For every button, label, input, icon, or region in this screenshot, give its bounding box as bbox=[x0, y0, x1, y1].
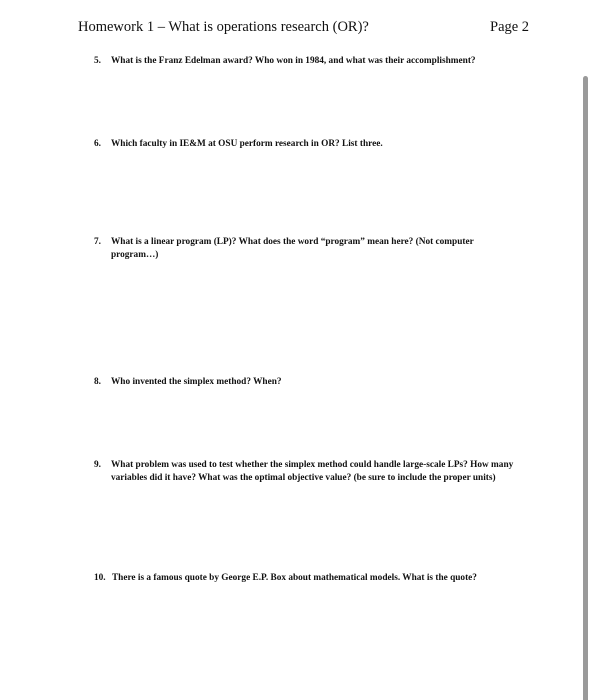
question-text: Who invented the simplex method? When? bbox=[111, 377, 282, 387]
page-title: Homework 1 – What is operations research (OR)? bbox=[78, 19, 369, 35]
question-text: Which faculty in IE&M at OSU perform research in OR? List three. bbox=[111, 139, 383, 149]
question-9 bbox=[94, 459, 524, 485]
question-text: There is a famous quote by George E.P. Box about mathematical models. What is the quote? bbox=[111, 573, 477, 583]
question-text: What is the Franz Edelman award? Who won in 1984, and what was their accomplishment? bbox=[111, 56, 476, 66]
question-10 bbox=[94, 572, 524, 585]
question-number: 10. bbox=[94, 573, 106, 583]
question-number: 5. bbox=[94, 56, 101, 66]
question-8 bbox=[94, 376, 524, 389]
question-number: 9. bbox=[94, 460, 101, 470]
question-text: What problem was used to test whether the simplex method could handle large-scale LPs? How many variables did it have? What was the optimal objective value? (be sure to include the proper units) bbox=[111, 460, 514, 483]
scrollbar[interactable] bbox=[583, 76, 588, 700]
page-number: Page 2 bbox=[490, 19, 530, 35]
question-number: 8. bbox=[94, 377, 101, 387]
question-7 bbox=[94, 236, 524, 262]
question-5 bbox=[94, 55, 524, 68]
question-6 bbox=[94, 138, 524, 151]
question-text: What is a linear program (LP)? What does the word “program” mean here? (Not computer program…) bbox=[111, 237, 474, 260]
question-number: 7. bbox=[94, 237, 101, 247]
question-number: 6. bbox=[94, 139, 101, 149]
